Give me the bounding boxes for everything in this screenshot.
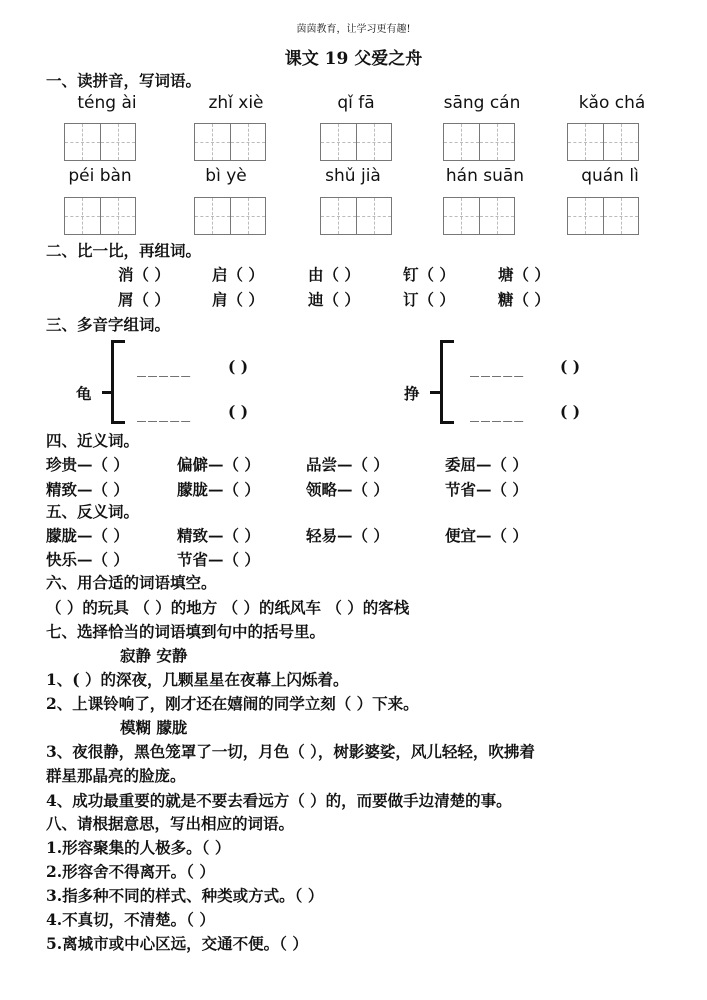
meaning-item-3: 3.指多种不同的样式、种类或方式。（ ） [46,886,324,905]
paren-1a[interactable]: ( ) [228,357,249,376]
antonym-item-6: 节省—（ ） [177,550,260,569]
synonym-item-5: 精致—（ ） [46,480,129,499]
sentence-3-cont: 群星那晶亮的脸庞。 [46,766,186,785]
antonym-item-3: 轻易—（ ） [306,526,389,545]
writing-grid-4[interactable] [443,123,515,161]
pinyin-10: quán lì [581,166,639,186]
pinyin-2: zhǐ xiè [208,93,264,113]
meaning-item-5: 5.离城市或中心区远，交通不便。（ ） [46,934,308,953]
writing-grid-8[interactable] [320,197,392,235]
writing-grid-6[interactable] [64,197,136,235]
blank-1b[interactable]: _____ [137,404,193,422]
synonym-item-8: 节省—（ ） [445,480,528,499]
section5-heading: 五、反义词。 [46,502,140,521]
blank-1a[interactable]: _____ [137,359,193,377]
pinyin-7: bì yè [205,166,247,186]
pinyin-6: péi bàn [68,166,132,186]
brace-2 [440,340,454,424]
word-choices-2: 模糊 朦胧 [120,718,188,737]
sentence-3: 3、夜很静，黑色笼罩了一切，月色（ ），树影婆娑，风儿轻轻，吹拂着 [46,742,535,761]
pinyin-9: hán suān [445,166,525,186]
compare-item-7: 肩（ ） [212,290,264,309]
compare-item-4: 钉（ ） [403,265,455,284]
writing-grid-9[interactable] [443,197,515,235]
page-title: 课文 19 父爱之舟 [284,49,423,69]
writing-grid-10[interactable] [567,197,639,235]
compare-item-2: 启（ ） [212,265,264,284]
section6-heading: 六、用合适的词语填空。 [46,573,217,592]
pinyin-4: sāng cán [443,93,521,113]
blank-2b[interactable]: _____ [470,404,526,422]
section3-heading: 三、多音字组词。 [46,315,171,334]
compare-item-6: 屑（ ） [118,290,170,309]
section4-heading: 四、近义词。 [46,431,140,450]
antonym-item-1: 朦胧—（ ） [46,526,129,545]
sentence-2: 2、上课铃响了，刚才还在嬉闹的同学立刻（ ）下来。 [46,694,419,713]
paren-2b[interactable]: ( ) [560,402,581,421]
synonym-item-3: 品尝—（ ） [306,455,389,474]
compare-item-8: 迪（ ） [308,290,360,309]
compare-item-10: 糖（ ） [498,290,550,309]
section7-heading: 七、选择恰当的词语填到句中的括号里。 [46,622,326,641]
compare-item-5: 塘（ ） [498,265,550,284]
brace-1 [111,340,125,424]
synonym-item-6: 朦胧—（ ） [177,480,260,499]
word-choices-1: 寂静 安静 [120,646,188,665]
antonym-item-5: 快乐—（ ） [46,550,129,569]
compare-item-9: 订（ ） [403,290,455,309]
antonym-item-2: 精致—（ ） [177,526,260,545]
fill-blank-line: （ ）的玩具 （ ）的地方 （ ）的纸风车 （ ）的客栈 [46,598,410,617]
sentence-4: 4、成功最重要的就是不要去看远方（ ）的，而要做手边清楚的事。 [46,791,512,810]
pinyin-1: téng ài [77,93,137,113]
writing-grid-5[interactable] [567,123,639,161]
brace-tip-2 [430,391,440,394]
sentence-1: 1、( ）的深夜，几颗星星在夜幕上闪烁着。 [46,670,349,689]
meaning-item-4: 4.不真切，不清楚。（ ） [46,910,215,929]
synonym-item-1: 珍贵—（ ） [46,455,129,474]
synonym-item-4: 委屈—（ ） [445,455,528,474]
paren-2a[interactable]: ( ) [560,357,581,376]
pinyin-3: qǐ fā [337,93,375,113]
writing-grid-2[interactable] [194,123,266,161]
compare-item-1: 消（ ） [118,265,170,284]
pinyin-5: kǎo chá [578,93,646,113]
section1-heading: 一、读拼音，写词语。 [46,71,202,90]
synonym-item-7: 领略—（ ） [306,480,389,499]
meaning-item-1: 1.形容聚集的人极多。（ ） [46,838,231,857]
section2-heading: 二、比一比，再组词。 [46,241,202,260]
writing-grid-7[interactable] [194,197,266,235]
synonym-item-2: 偏僻—（ ） [177,455,260,474]
polyphone-char-2: 挣 [404,384,420,403]
writing-grid-3[interactable] [320,123,392,161]
writing-grid-1[interactable] [64,123,136,161]
meaning-item-2: 2.形容舍不得离开。（ ） [46,862,215,881]
blank-2a[interactable]: _____ [470,359,526,377]
header-note: 茵茵教育，让学习更有趣! [296,24,411,35]
paren-1b[interactable]: ( ) [228,402,249,421]
section8-heading: 八、请根据意思，写出相应的词语。 [46,814,295,833]
polyphone-char-1: 龟 [76,384,92,403]
antonym-item-4: 便宜—（ ） [445,526,528,545]
compare-item-3: 由（ ） [308,265,360,284]
pinyin-8: shǔ jià [325,166,381,186]
